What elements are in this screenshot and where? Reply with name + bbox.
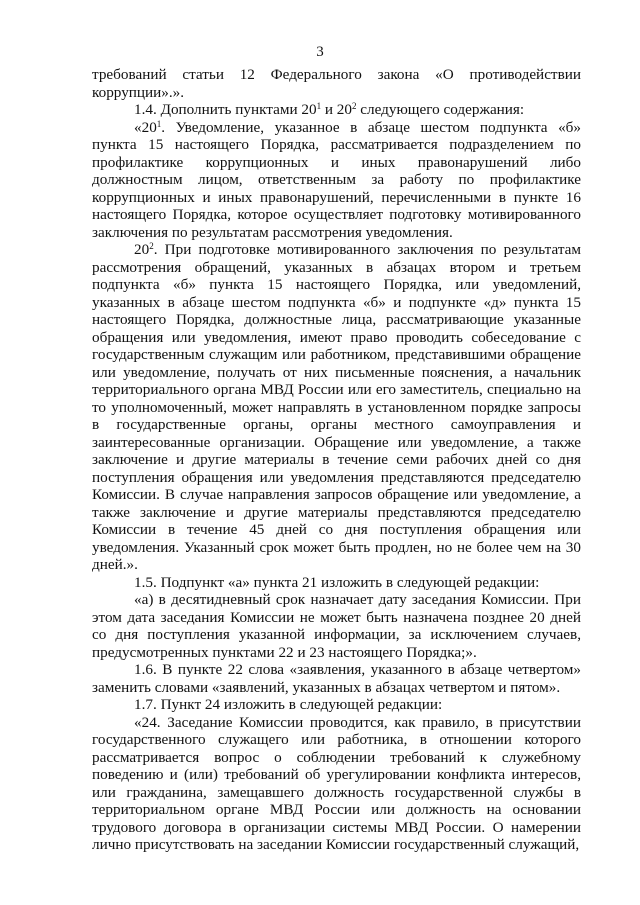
page-number: 3 bbox=[316, 44, 324, 60]
paragraph-1-5: 1.5. Подпункт «а» пункта 21 изложить в следующей редакции: bbox=[134, 573, 540, 591]
paragraph-24: «24. Заседание Комиссии проводится, как правило, в присутствии государственного служащего или работника, в отношении которого рассматривается вопрос о соблюдении требований к служебному поведению и (или) требований об урегулировании конфликта интересов, или гражданина, замещавшего должность государственной службы в территориальном органе МВД России или должность на основании трудового договора в организации системы МВД России. О намерении лично присутствовать на заседании Комиссии государственный служащий, bbox=[92, 713, 581, 853]
paragraph-20-1: «$20^1$. Уведомление, указанное в абзаце шестом подпункта «б» пункта 15 настоящего Порядка, рассматривается подразделением по профилактике коррупционных и иных правонарушений либо должностным лицом, ответственным за работу по профилактике коррупционных и иных правонарушений, перечисленными в пункте 16 настоящего Порядка, которое осуществляет подготовку мотивированного заключения по результатам рассмотрения уведомления. bbox=[92, 118, 581, 241]
document-body bbox=[92, 66, 581, 854]
paragraph-subitem-a: «а) в десятидневный срок назначает дату заседания Комиссии. При этом дата заседания Комиссии не может быть назначена позднее 20 дней со дня поступления указанной информации, за исключением случаев, предусмотренных пунктами 22 и 23 настоящего Порядка;». bbox=[92, 591, 581, 661]
paragraph-1-7: 1.7. Пункт 24 изложить в следующей редакции: bbox=[134, 696, 443, 713]
paragraph-1-6: 1.6. В пункте 22 слова «заявления, указанного в абзаце четвертом» заменить словами «заявлений, указанных в абзацах четвертом и пятом». bbox=[92, 661, 581, 696]
paragraph-20-2: $20^2$. При подготовке мотивированного заключения по результатам рассмотрения обращений, указанных в абзацах втором и третьем подпункта «б» пункта 15 настоящего Порядка, или уведомлений, указанных в абзаце шестом подпункта «б» и подпункте «д» пункта 15 настоящего Порядка, должностные лица, рассматривающие указанные обращения или уведомления, имеют право проводить собеседование с государственным служащим или работником, представившими обращение или уведомление, получать от них письменные пояснения, а начальник территориального органа МВД России или его заместитель, специально на то уполномоченный, может направлять в установленном порядке запросы в государственные органы, органы местного самоуправления и заинтересованные организации. Обращение или уведомление, а также заключение и другие материалы в течение семи рабочих дней со дня поступления обращения или уведомления представляются председателю Комиссии. В случае направления запросов обращение или уведомление, а также заключение и другие материалы представляются председателю Комиссии в течение 45 дней со дня поступления обращения или уведомления. Указанный срок может быть продлен, но не более чем на 30 дней.». bbox=[92, 241, 581, 573]
paragraph-continuation: требований статьи 12 Федерального закона «О противодействии коррупции».». bbox=[92, 66, 581, 101]
paragraph-1-4: 1.4. Дополнить пунктами $20^1$ и $20^2$ следующего содержания: bbox=[134, 101, 525, 118]
